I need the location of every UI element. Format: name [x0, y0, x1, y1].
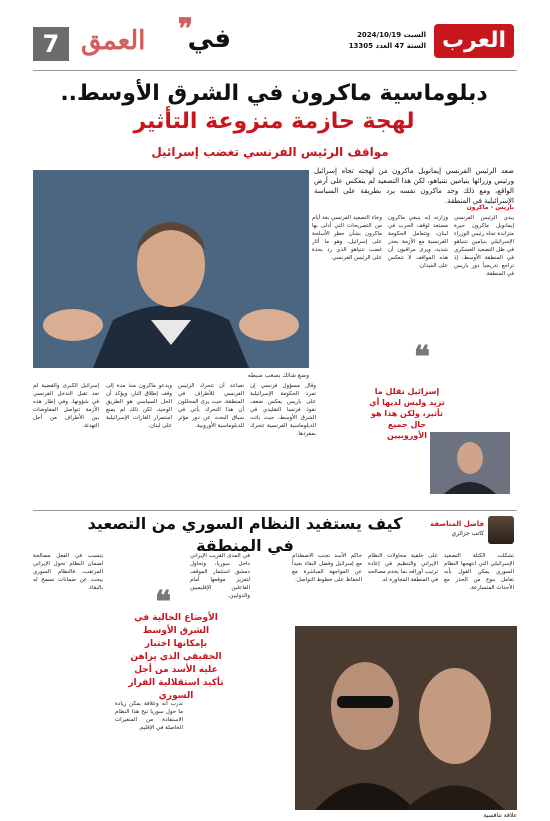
- author-avatar: [488, 516, 514, 544]
- pullquote-1: إسرائيل تقلل ما تريد وليس لديها أي تأثير، ولكن هذا هو حال جميع الأوروبيين: [369, 387, 445, 440]
- section-title-part2: العمق: [81, 26, 146, 56]
- header-divider: [33, 70, 517, 71]
- main-headline-line2: لهجة حازمة منزوعة التأثير: [133, 109, 415, 134]
- newspaper-logo: العرب: [434, 24, 514, 58]
- article2-column-3: حاكم الأسد تجنب الاصطدام مع إسرائيل وفضل البقاء بعيداً عن المواجهة المباشرة مع الحفاظ على خطوط التواصل.: [292, 553, 362, 583]
- main-headline-line1: دبلوماسية ماكرون في الشرق الأوسط..: [60, 81, 488, 106]
- article2-column-2: على خلفية محاولات النظام الإيراني والتنظيم في إعادة ترتيب أوراقه بما يخدم مصالحه في المنطقة المجاورة له.: [368, 553, 438, 583]
- author-block: [430, 516, 514, 546]
- inset-photo-illustration: [430, 432, 510, 494]
- article-byline: باريس - ماكرون: [466, 204, 514, 211]
- pullquote-2: الأوضاع الحالية في الشرق الأوسط بإمكانها اختبار الحقيقي الذي يراهن عليه الأسد من أجل تأكيد استقلالية القرار السوري: [128, 613, 224, 701]
- section-title: [77, 12, 237, 66]
- inset-photo: [430, 432, 510, 494]
- pullquote1-mark-icon: ❝: [413, 340, 430, 375]
- author-name: فاضل المناصفة: [430, 520, 484, 528]
- article1-column-5: تصاعد أن تتحرك الرئيس الفرنسي للأطراف في المنطقة، حيث يرى المحللون أن هذا التحرك يأتي في سياق البحث عن دور مؤثر للدبلوماسية الأوروبية.: [178, 383, 244, 429]
- article2-column-1: تشكلت الكتلة التصعيد الإسرائيلي التي انتهجها النظام السوري يمكن القول بأنه تعامل بنوع من الحذر مع الأحداث المتسارعة.: [444, 553, 514, 591]
- article2-column-4: في المدى القريب الإيراني داخل سوريا، وتحاول دمشق استثمار الموقف لتعزيز موقعها أمام الفاعلين الإقليميين والدوليين.: [190, 553, 250, 599]
- page-header: [0, 0, 550, 72]
- assad-photo: [295, 626, 517, 810]
- author-role: كاتب جزائري: [451, 530, 484, 537]
- article1-column-6: ويدعو ماكرون منذ مدة إلى وقف إطلاق النار، ويؤكد أن الحل السياسي هو الطريق الوحيد، لكن ذلك لم يمنع استمرار الغارات الإسرائيلية على لبنان.: [106, 383, 172, 429]
- section-divider: [33, 510, 517, 511]
- section-title-part1: في: [187, 24, 231, 54]
- issue-line: السنة 47 العدد 13305: [348, 42, 426, 50]
- pullquote2-mark-icon: ❝: [155, 585, 172, 620]
- macron-photo-illustration: [33, 170, 309, 368]
- date-line: السبت 2024/10/19: [357, 31, 426, 39]
- date-info: [316, 30, 426, 52]
- article2-column-6: يتسبب في الفعل مصالحة لضمان النظام تحول الإيراني المرتقب، فالنظام السوري يبحث عن ضمانات تسمح له بالبقاء.: [33, 553, 103, 591]
- article1-column-3: وجاء التصعيد الفرنسي بعد أيام من التصريحات التي أدلى بها ماكرون بشأن حظر الأسلحة على إسرائيل، وهو ما أثار غضب نتنياهو الذي رد بحدة على الرئيس الفرنسي.: [312, 215, 382, 261]
- article1-column-2: وزارته إنه ينبغي ماكرون مستعد لوقف الحرب في لبنان، وتتعامل الحكومة الفرنسية مع الأزمة بحذر شديد، ويرى مراقبون أن هذه المواقف لا تنعكس على الميدان.: [388, 215, 448, 269]
- article1-column-1: يبدي الرئيس الفرنسي إيمانويل ماكرون حيرة متزايدة تجاه رئيس الوزراء الإسرائيلي بنيامين نتنياهو في ظل التصعيد العسكري في المنطقة الأوسط، إذ تراجع تدريجياً دور باريس في المنطقة.: [454, 215, 514, 277]
- article1-column-4: وقال مسؤول فرنسي إن تمرد الحكومة الإسرائيلية على باريس يعكس ضعف نفوذ فرنسا التقليدي في الشرق الأوسط، حيث باتت الدبلوماسية الفرنسية تتحرك بمفردها.: [250, 383, 316, 437]
- article2-column-5: تدرب أنه وعلاقة يمكن زيادة ما حول سوريا تيح هذا النظام الاستفادة من المتغيرات الحاصلة في الإقليم.: [115, 701, 183, 731]
- photo2-caption: علاقة تنافسية: [483, 812, 517, 819]
- article-lead: صعد الرئيس الفرنسي إيمانويل ماكرون من لهجته تجاه إسرائيل ورئيس وزرائها بنيامين نتنياهو، لكن هذا التصعيد لم ينعكس على أرض الواقع، ومع ذلك وجد ماكرون نفسه يرد بطريقة على السياسة الإسرائيلية في المنطقة.: [314, 167, 514, 205]
- photo1-caption: وضع شائك يصعب ضبطه: [247, 372, 309, 379]
- page-number: 7: [33, 27, 69, 61]
- main-subtitle: مواقف الرئيس الفرنسي تغضب إسرائيل: [151, 145, 389, 159]
- second-headline: كيف يستفيد النظام السوري من التصعيد في المنطقة: [87, 514, 403, 555]
- assad-photo-illustration: [295, 626, 517, 810]
- quote-mark-icon: ❞: [177, 12, 193, 45]
- macron-photo: [33, 170, 309, 368]
- article1-column-7: إسرائيل الكبرى والقضية لم تعد تقبل التدخل الفرنسي في شؤونها، وفي إطار هذه الأزمة تتواصل المفاوضات بين الأطراف من أجل التهدئة.: [33, 383, 99, 429]
